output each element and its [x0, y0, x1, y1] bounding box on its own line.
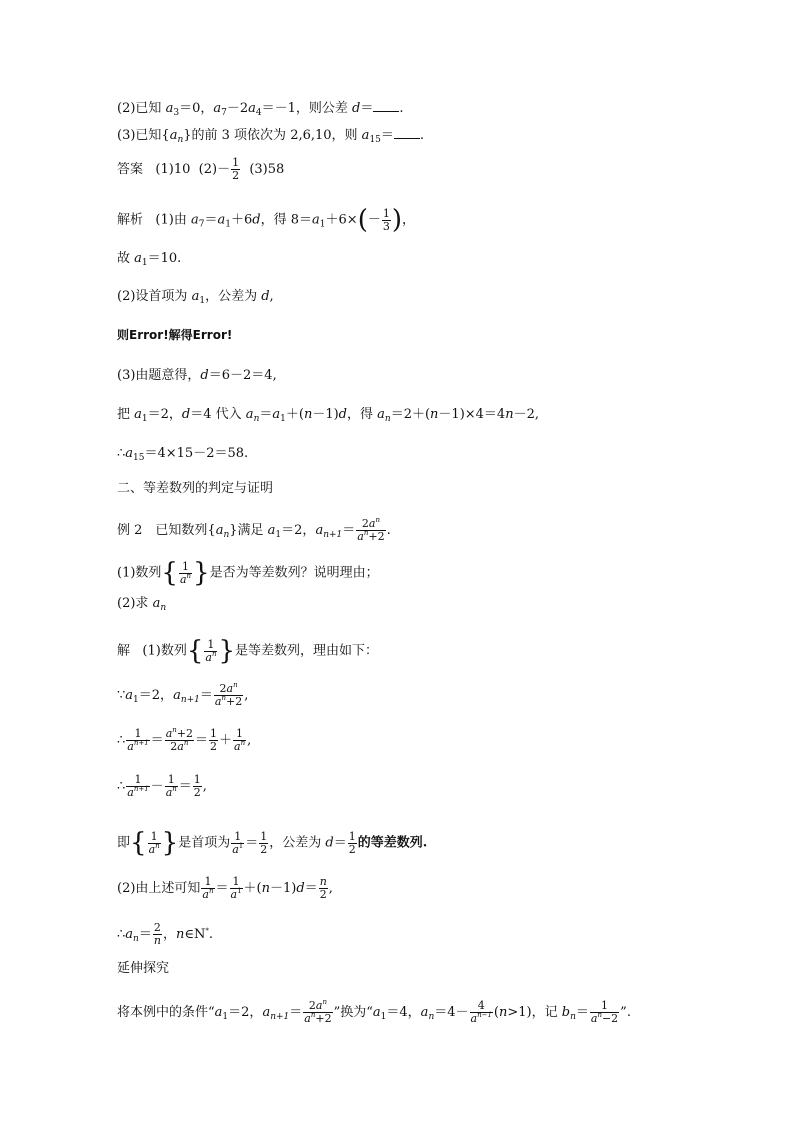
- question-2: (2)求 $a_n$: [117, 596, 167, 613]
- fraction: $\frac{2}{n}$: [153, 921, 161, 947]
- fraction: $\frac{1}{a^n-2}$: [590, 999, 619, 1025]
- fraction: $\frac{a^n+2}{2a^n}$: [165, 726, 193, 753]
- fraction: $\frac{1}{3}$: [382, 206, 390, 233]
- explanation-line-3: (2)设首项为 $a_1$，公差为 d,: [117, 289, 274, 306]
- fraction: $\frac{1}{a^n}$: [202, 875, 214, 901]
- solution-line-5: 即{ $\frac{1}{a^n}$ }是首项为 $\frac{1}{a^1}$ ＝ $\frac{1}{2}$ ，公差为 d＝ $\frac{1}{2}$ 的等差数列.: [117, 828, 428, 858]
- fraction: $\frac{1}{2}$: [193, 773, 201, 799]
- fraction: $\frac{1}{a^1}$: [232, 829, 244, 856]
- fraction: $\frac{1}{a^n}$: [179, 559, 192, 586]
- extension-line: 将本例中的条件“$a_1=2$，$a_{n+1}=$ $\frac{2a^n}{a^n+2}$ ”换为“$a_1=4$，$a_n=4-$ $\frac{4}{a^{n-1}}$ (n>1)，记 $b_n=$ $\frac{1}{a^n-2}$ ”.: [117, 998, 631, 1025]
- fraction: $\frac{n}{2}$: [319, 875, 327, 901]
- line-q2: (2)已知 $a_3=0$，$a_7-2a_4=-1$，则公差 d＝ .: [117, 101, 404, 118]
- solution-line-2: $\because a_1=2$，$a_{n+1}=$ $\frac{2a^n}{a^n+2}$ ,: [117, 681, 249, 708]
- explanation-line-2: 故 $a_1=10$.: [117, 251, 182, 268]
- explanation-line-6: $\therefore a_{15}=4\times 15-2=58$.: [117, 446, 249, 463]
- solution-line-6: (2)由上述可知 $\frac{1}{a^n}$ ＝ $\frac{1}{a^1}$ ＋(n－1)d＝ $\frac{n}{2}$ ,: [117, 875, 333, 901]
- line-q3: (3)已知$\{a_n\}$的前 3 项依次为 2,6,10，则 $a_{15}=$ .: [117, 128, 425, 145]
- fraction: $\frac{1}{2}$: [210, 727, 217, 753]
- question-1: (1)数列{ $\frac{1}{a^n}$ }是否为等差数列？说明理由；: [117, 558, 379, 588]
- error-line: 则Error!解得Error!: [117, 328, 233, 342]
- fraction: $\frac{1}{a^n}$: [165, 773, 177, 799]
- fraction: $\frac{1}{a^n}$: [148, 829, 160, 856]
- fraction: $\frac{1}{a^n}$: [234, 727, 246, 753]
- fraction: $\frac{4}{a^{n-1}}$: [470, 999, 492, 1025]
- solution-line-4: ∴ $\frac{1}{a^{n+1}}$ － $\frac{1}{a^n}$ ＝ $\frac{1}{2}$ ,: [117, 773, 207, 799]
- explanation-line-5: 把 $a_1=2$，d＝4 代入 $a_n=a_1+(n-1)d$，得 $a_n=2+(n-1)\times 4=4n-2$,: [117, 407, 539, 424]
- fraction: $\frac{1}{2}$: [232, 156, 240, 182]
- fraction: $\frac{2a^n}{a^n+2}$: [304, 998, 332, 1025]
- fraction: $\frac{1}{a^n}$: [205, 637, 217, 664]
- fraction: $\frac{1}{a^{n+1}}$: [127, 773, 149, 799]
- answer-blank: [394, 127, 420, 139]
- section-heading: 二、等差数列的判定与证明: [117, 481, 274, 496]
- explanation-line-1: 解析 (1)由 $a_7=a_1+6d$，得 $8=a_1+6\times(-$ $\frac{1}{3}$ )，: [117, 205, 416, 235]
- solution-line-3: ∴ $\frac{1}{a^{n+1}}$ ＝ $\frac{a^n+2}{2a^n}$ ＝ $\frac{1}{2}$ ＋ $\frac{1}{a^n}$ ,: [117, 726, 252, 753]
- fraction: $\frac{1}{a^{n+1}}$: [127, 727, 149, 753]
- extension-heading: 延伸探究: [117, 961, 170, 976]
- fraction: $\frac{1}{2}$: [260, 829, 268, 856]
- example-2: 例 2 已知数列$\{a_n\}$满足 $a_1=2$，$a_{n+1}=$ $\frac{2a^n}{a^n+2}$ .: [117, 516, 391, 543]
- answer-blank: [373, 100, 399, 112]
- solution-line-1: 解 (1)数列{ $\frac{1}{a^n}$ }是等差数列，理由如下：: [117, 636, 379, 666]
- fraction: $\frac{2a^n}{a^n+2}$: [214, 681, 243, 708]
- solution-line-7: $\therefore a_n=$ $\frac{2}{n}$ ，n∈N*.: [117, 921, 213, 947]
- fraction: $\frac{1}{2}$: [348, 829, 356, 856]
- explanation-line-4: (3)由题意得，d＝6－2＝4,: [117, 368, 277, 383]
- fraction: $\frac{1}{a^1}$: [230, 875, 242, 901]
- fraction: $\frac{2a^n}{a^n+2}$: [357, 516, 385, 543]
- answer-line: 答案 (1)10 (2)－ $\frac{1}{2}$ (3)58: [117, 156, 285, 182]
